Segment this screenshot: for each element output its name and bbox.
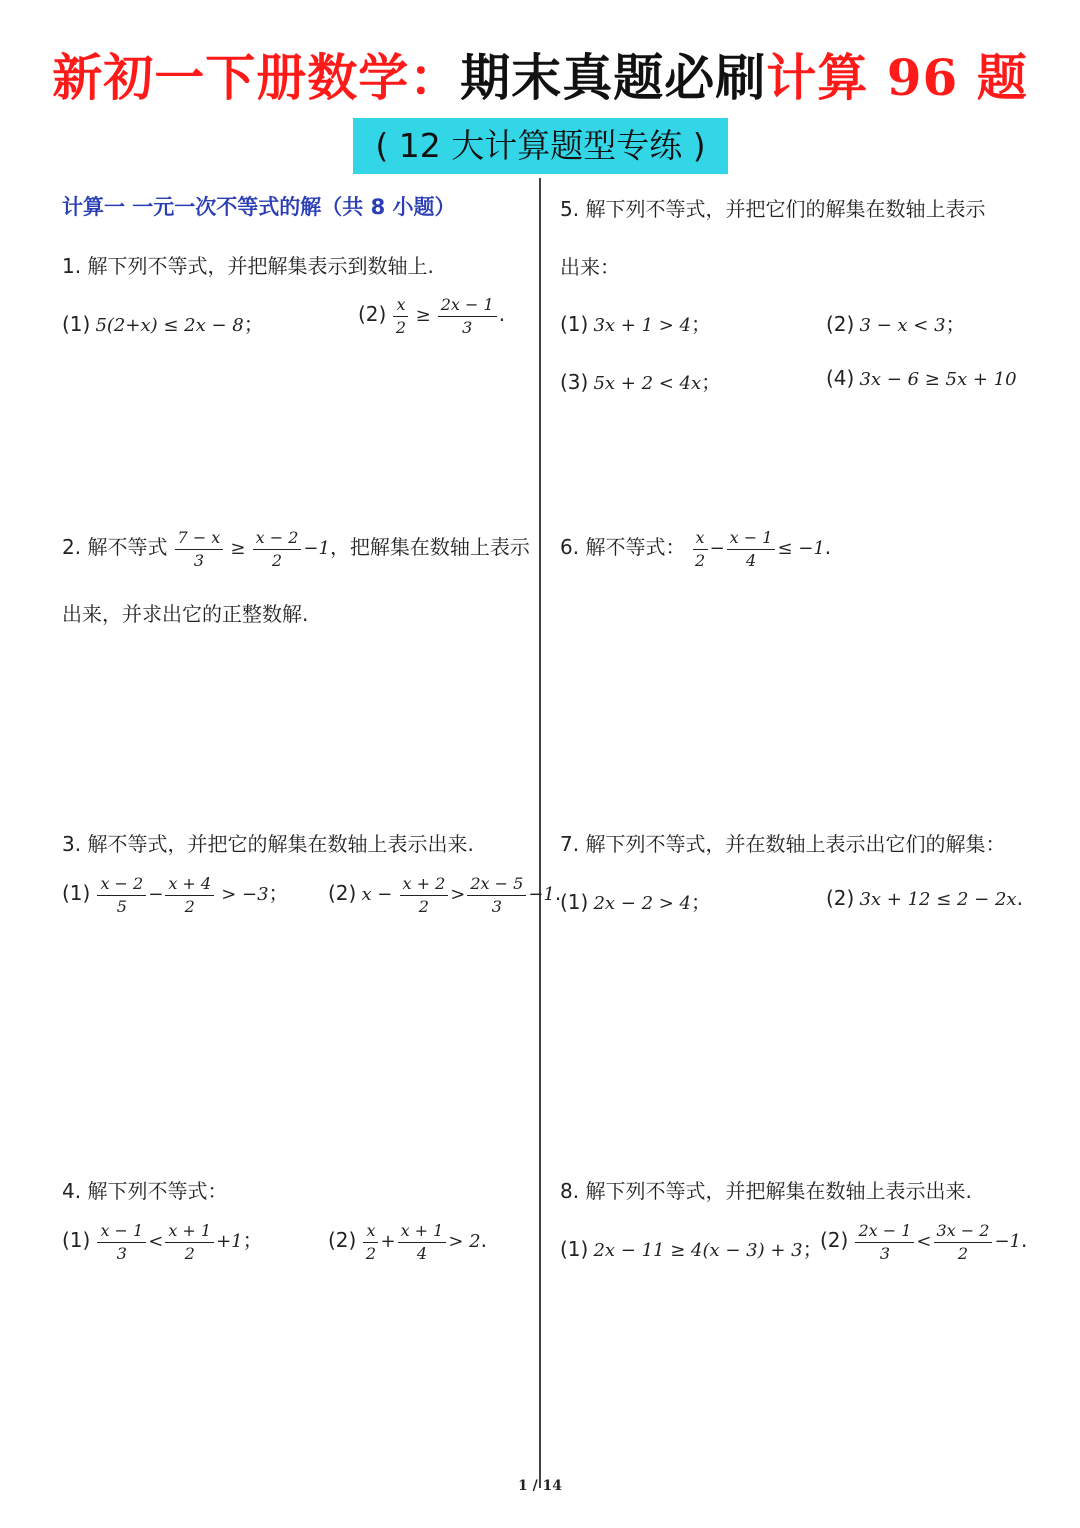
q5-p2-expr: 3 − x < 3 bbox=[859, 315, 946, 336]
q5-p1-expr: 3x + 1 > 4 bbox=[593, 315, 691, 336]
q8-p1-label: (1) bbox=[560, 1237, 589, 1261]
q3-p2-f1-num: x + 2 bbox=[400, 873, 449, 896]
q8-p2-op: < bbox=[916, 1231, 932, 1252]
q6-f2-num: x − 1 bbox=[727, 527, 776, 550]
q1-p2-op: ≥ bbox=[415, 305, 431, 326]
q4-p1-f2-num: x + 1 bbox=[165, 1220, 214, 1243]
q8-p2-label: (2) bbox=[820, 1228, 849, 1252]
q5-part1: (1) 3x + 1 > 4； bbox=[560, 312, 711, 336]
q4-p1-tail: +1 bbox=[216, 1231, 243, 1252]
title-part1: 新初一下册数学： bbox=[52, 48, 461, 107]
q2-line2: 出来，并求出它的正整数解. bbox=[62, 602, 309, 626]
q6-f1-den: 2 bbox=[694, 551, 706, 570]
q4-p2-f2-num: x + 1 bbox=[398, 1220, 447, 1243]
q8-p2-f1-den: 3 bbox=[879, 1244, 891, 1263]
q5-part3: (3) 5x + 2 < 4x； bbox=[560, 370, 722, 394]
q1-p2-den: 3 bbox=[462, 318, 473, 337]
q1-p1-expr: 5(2+x) ≤ 2x − 8 bbox=[95, 315, 244, 336]
subtitle-banner: ( 12 大计算题型专练 ) bbox=[353, 118, 728, 174]
q3-p2-f2-num: 2x − 5 bbox=[467, 873, 526, 896]
q2-tail: −1 bbox=[303, 538, 330, 559]
q3-part2: (2) x − $\frac{x + 2}{2}$ > $\frac{2x - 5}{3}$ −1. bbox=[328, 874, 562, 916]
q2-pre: 2. 解不等式 bbox=[62, 535, 168, 559]
q5-p3-expr: 5x + 2 < 4x bbox=[593, 373, 702, 394]
q3-p1-f1-num: x − 2 bbox=[97, 873, 146, 896]
q8-p2-f2-den: 2 bbox=[957, 1244, 969, 1263]
page-number: 1 / 14 bbox=[517, 1478, 563, 1494]
q2-f1-den: 3 bbox=[193, 551, 205, 570]
q8-part2: (2) $\frac{2x - 1}{3}$ < $\frac{3x - 2}{2}$ −1. bbox=[820, 1221, 1028, 1263]
q8-p1-expr: 2x − 11 ≥ 4(x − 3) + 3 bbox=[593, 1240, 803, 1261]
q1-text: 1. 解下列不等式，并把解集表示到数轴上. bbox=[62, 254, 434, 278]
page-title bbox=[0, 38, 1080, 110]
q1-p2-label: (2) bbox=[358, 302, 387, 326]
q3-part1: (1) $\frac{x - 2}{5}$ − $\frac{x + 4}{2}$ > −3； bbox=[62, 874, 289, 916]
q3-p2-op: > bbox=[450, 884, 466, 905]
q7-p1-expr: 2x − 2 > 4 bbox=[593, 893, 691, 914]
q6-f1-num: x bbox=[693, 527, 708, 550]
q3-p1-label: (1) bbox=[62, 881, 91, 905]
q7-part1: (1) 2x − 2 > 4； bbox=[560, 890, 711, 914]
title-part3: 计算 96 题 bbox=[766, 48, 1028, 107]
q3-p1-f2-den: 2 bbox=[184, 897, 195, 916]
q5-part4 bbox=[826, 366, 1017, 390]
q1-p2-num: 2x − 1 bbox=[438, 294, 497, 317]
q8-p2-f2-num: 3x − 2 bbox=[934, 1220, 993, 1243]
q3-p2-tail: −1 bbox=[528, 884, 555, 905]
q4-p1-op: < bbox=[148, 1231, 164, 1252]
q4-p2-f1-num: x bbox=[363, 1220, 378, 1243]
q2-op: ≥ bbox=[230, 538, 246, 559]
q8-text: 8. 解下列不等式，并把解集在数轴上表示出来. bbox=[560, 1179, 972, 1203]
column-divider bbox=[539, 178, 541, 1488]
q5-line2: 出来： bbox=[560, 255, 620, 279]
q2-f2-den: 2 bbox=[271, 551, 283, 570]
q8-part1: (1) 2x − 11 ≥ 4(x − 3) + 3； bbox=[560, 1237, 823, 1261]
q4-p2-tail: > 2 bbox=[448, 1231, 481, 1252]
q4-p1-f1-den: 3 bbox=[116, 1244, 127, 1263]
q4-part1: (1) $\frac{x - 1}{3}$ < $\frac{x + 1}{2}$ +1； bbox=[62, 1221, 263, 1263]
q5-p4-label: (4) bbox=[826, 366, 855, 390]
q3-p1-f1-den: 5 bbox=[116, 897, 127, 916]
q6-f2-den: 4 bbox=[745, 551, 757, 570]
section-heading: 计算一 一元一次不等式的解（共 8 小题） bbox=[62, 195, 456, 219]
q3-p2-label: (2) bbox=[328, 881, 357, 905]
q7-p2-expr: 3x + 12 ≤ 2 − 2x bbox=[859, 889, 1017, 910]
q2-post: ，把解集在数轴上表示 bbox=[329, 535, 530, 559]
q1-part1: (1) 5(2+x) ≤ 2x − 8； bbox=[62, 312, 264, 336]
q5-text: 5. 解下列不等式，并把它们的解集在数轴上表示 bbox=[560, 197, 986, 221]
q7-part2: (2) 3x + 12 ≤ 2 − 2x. bbox=[826, 886, 1023, 910]
q5-part2: (2) 3 − x < 3； bbox=[826, 312, 966, 336]
q1-p2-xnum: x bbox=[393, 294, 408, 317]
q2-f1-num: 7 − x bbox=[175, 527, 224, 550]
q1-part2: (2) $\frac{x}{2}$ ≥ $\frac{2x - 1}{3}$ . bbox=[358, 295, 506, 337]
q4-p2-f1-den: 2 bbox=[365, 1244, 377, 1263]
q5-p3-label: (3) bbox=[560, 370, 589, 394]
q4-p1-f1-num: x − 1 bbox=[97, 1220, 146, 1243]
q5-p4-expr: 3x − 6 ≥ 5x + 10 bbox=[859, 369, 1017, 390]
q7-p1-label: (1) bbox=[560, 890, 589, 914]
q8-p2-tail: −1 bbox=[994, 1231, 1022, 1252]
q1-p2-xden: 2 bbox=[395, 318, 407, 337]
q3-p1-tail: > −3 bbox=[221, 884, 269, 905]
q6-pre: 6. 解不等式： bbox=[560, 535, 686, 559]
q4-p1-label: (1) bbox=[62, 1228, 91, 1252]
q4-p2-label: (2) bbox=[328, 1228, 357, 1252]
q7-text: 7. 解下列不等式，并在数轴上表示出它们的解集： bbox=[560, 832, 1006, 856]
q8-p2-f1-num: 2x − 1 bbox=[855, 1220, 914, 1243]
q2-f2-num: x − 2 bbox=[253, 527, 302, 550]
q3-p1-f2-num: x + 4 bbox=[165, 873, 214, 896]
q7-p2-label: (2) bbox=[826, 886, 855, 910]
q1-p1-label: (1) bbox=[62, 312, 91, 336]
title-part2: 期末真题必刷 bbox=[460, 48, 767, 107]
q4-p1-f2-den: 2 bbox=[184, 1244, 195, 1263]
q4-part2: (2) $\frac{x}{2}$ + $\frac{x + 1}{4}$ > 2. bbox=[328, 1221, 487, 1263]
q5-p2-label: (2) bbox=[826, 312, 855, 336]
q5-p1-label: (1) bbox=[560, 312, 589, 336]
q4-p2-f2-den: 4 bbox=[416, 1244, 428, 1263]
q4-text: 4. 解下列不等式： bbox=[62, 1179, 228, 1203]
q3-text: 3. 解不等式，并把它的解集在数轴上表示出来. bbox=[62, 832, 474, 856]
q6-tail: ≤ −1 bbox=[777, 538, 825, 559]
q3-p2-f1-den: 2 bbox=[418, 897, 429, 916]
q2-line1 bbox=[62, 527, 530, 572]
q3-p2-pre: x − bbox=[361, 884, 393, 905]
q3-p2-f2-den: 3 bbox=[491, 897, 502, 916]
q6-line: 6. 解不等式： $\frac{x}{2}$ − $\frac{x - 1}{4}$ ≤ −1. bbox=[560, 528, 832, 570]
